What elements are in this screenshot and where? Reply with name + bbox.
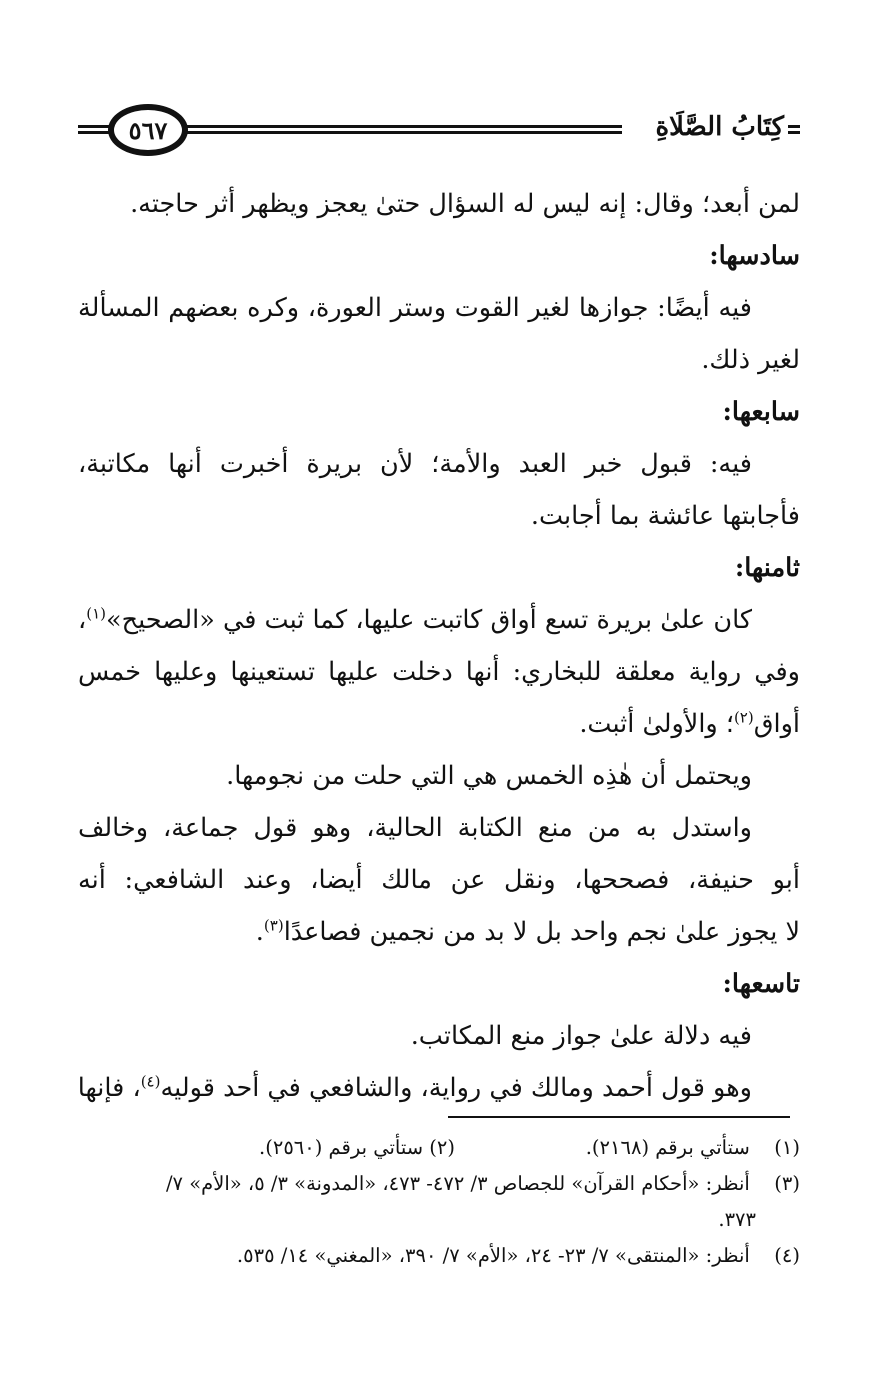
main-text — [78, 178, 800, 1114]
footnote-ref: (١) — [86, 604, 107, 623]
text-line: أبو حنيفة، فصححها، ونقل عن مالك أيضا، وعند الشافعي: أنه — [78, 865, 800, 895]
footnote-row — [78, 1130, 800, 1166]
footnote-4 — [78, 1238, 800, 1274]
text-segment: أواق — [753, 709, 800, 739]
page-header — [78, 100, 800, 162]
header-rule-middle — [186, 125, 622, 139]
footnote-number: (٢) — [429, 1136, 455, 1159]
text-segment: وهو قول أحمد ومالك في رواية، والشافعي في أحد قوليه — [160, 1073, 752, 1103]
text-segment: ، — [78, 605, 87, 635]
footnote-number: (٤) — [774, 1244, 800, 1267]
text-segment: كان علىٰ بريرة تسع أواق كاتبت عليها، كما ثبت في «الصحيح» — [106, 605, 752, 635]
text-line: لغير ذلك. — [701, 345, 800, 375]
text-segment: ، فإنها — [77, 1073, 141, 1103]
text-line: فيه دلالة علىٰ جواز منع المكاتب. — [410, 1021, 752, 1051]
footnote-separator — [448, 1116, 790, 1118]
text-line: ويحتمل أن هٰذِه الخمس هي التي حلت من نجومها. — [226, 761, 752, 791]
footnote-ref: (٤) — [140, 1072, 161, 1091]
section-heading: ثامنها: — [734, 553, 800, 583]
footnote-text: أنظر: «أحكام القرآن» للجصاص ٣/ ٤٧٢- ٤٧٣، «المدونة» ٣/ ٥، «الأم» ٧/ — [165, 1172, 750, 1195]
text-line: فأجابتها عائشة بما أجابت. — [530, 501, 800, 531]
text-line: فيه: قبول خبر العبد والأمة؛ لأن بريرة أخبرت أنها مكاتبة، — [78, 449, 752, 479]
footnote-number: (١) — [774, 1136, 800, 1159]
text-line: فيه أيضًا: جوازها لغير القوت وستر العورة، وكره بعضهم المسألة — [78, 293, 752, 323]
page-number: ٥٦٧ — [128, 115, 168, 145]
footnote-number: (٣) — [774, 1172, 800, 1195]
text-line: وفي رواية معلقة للبخاري: أنها دخلت عليها تستعينها وعليها خمس — [78, 657, 800, 687]
section-heading: تاسعها: — [722, 969, 800, 999]
text-line — [78, 594, 800, 646]
footnote-3-continuation: ٣٧٣. — [718, 1208, 756, 1231]
footnote-ref: (٣) — [263, 916, 284, 935]
text-line — [78, 698, 800, 750]
footnote-3 — [78, 1166, 800, 1202]
footnote-text: أنظر: «المنتقى» ٧/ ٢٣- ٢٤، «الأم» ٧/ ٣٩٠، «المغني» ١٤/ ٥٣٥. — [236, 1244, 750, 1267]
footnote-text: ستأتي برقم (٢١٦٨). — [585, 1136, 750, 1159]
text-line: واستدل به من منع الكتابة الحالية، وهو قول جماعة، وخالف — [78, 813, 752, 843]
page-number-oval — [108, 104, 188, 156]
footnotes — [78, 1130, 800, 1274]
footnote-text: ستأتي برقم (٢٥٦٠). — [259, 1136, 424, 1159]
footnote-ref: (٢) — [733, 708, 754, 727]
section-heading: سادسها: — [709, 241, 800, 271]
footnote-2 — [110, 1130, 455, 1166]
text-segment: . — [255, 917, 264, 947]
text-segment: لا يجوز علىٰ نجم واحد بل لا بد من نجمين فصاعدًا — [283, 917, 800, 947]
text-line — [78, 1062, 800, 1114]
header-rule-left — [78, 125, 114, 139]
text-line: لمن أبعد؛ وقال: إنه ليس له السؤال حتىٰ يعجز ويظهر أثر حاجته. — [130, 189, 800, 219]
header-rule-right — [788, 125, 800, 139]
footnote-1 — [455, 1130, 800, 1166]
section-heading: سابعها: — [722, 397, 800, 427]
text-line — [78, 906, 800, 958]
text-segment: ؛ والأولىٰ أثبت. — [579, 709, 734, 739]
running-title: كِتَابُ الصَّلَاةِ — [655, 112, 784, 142]
